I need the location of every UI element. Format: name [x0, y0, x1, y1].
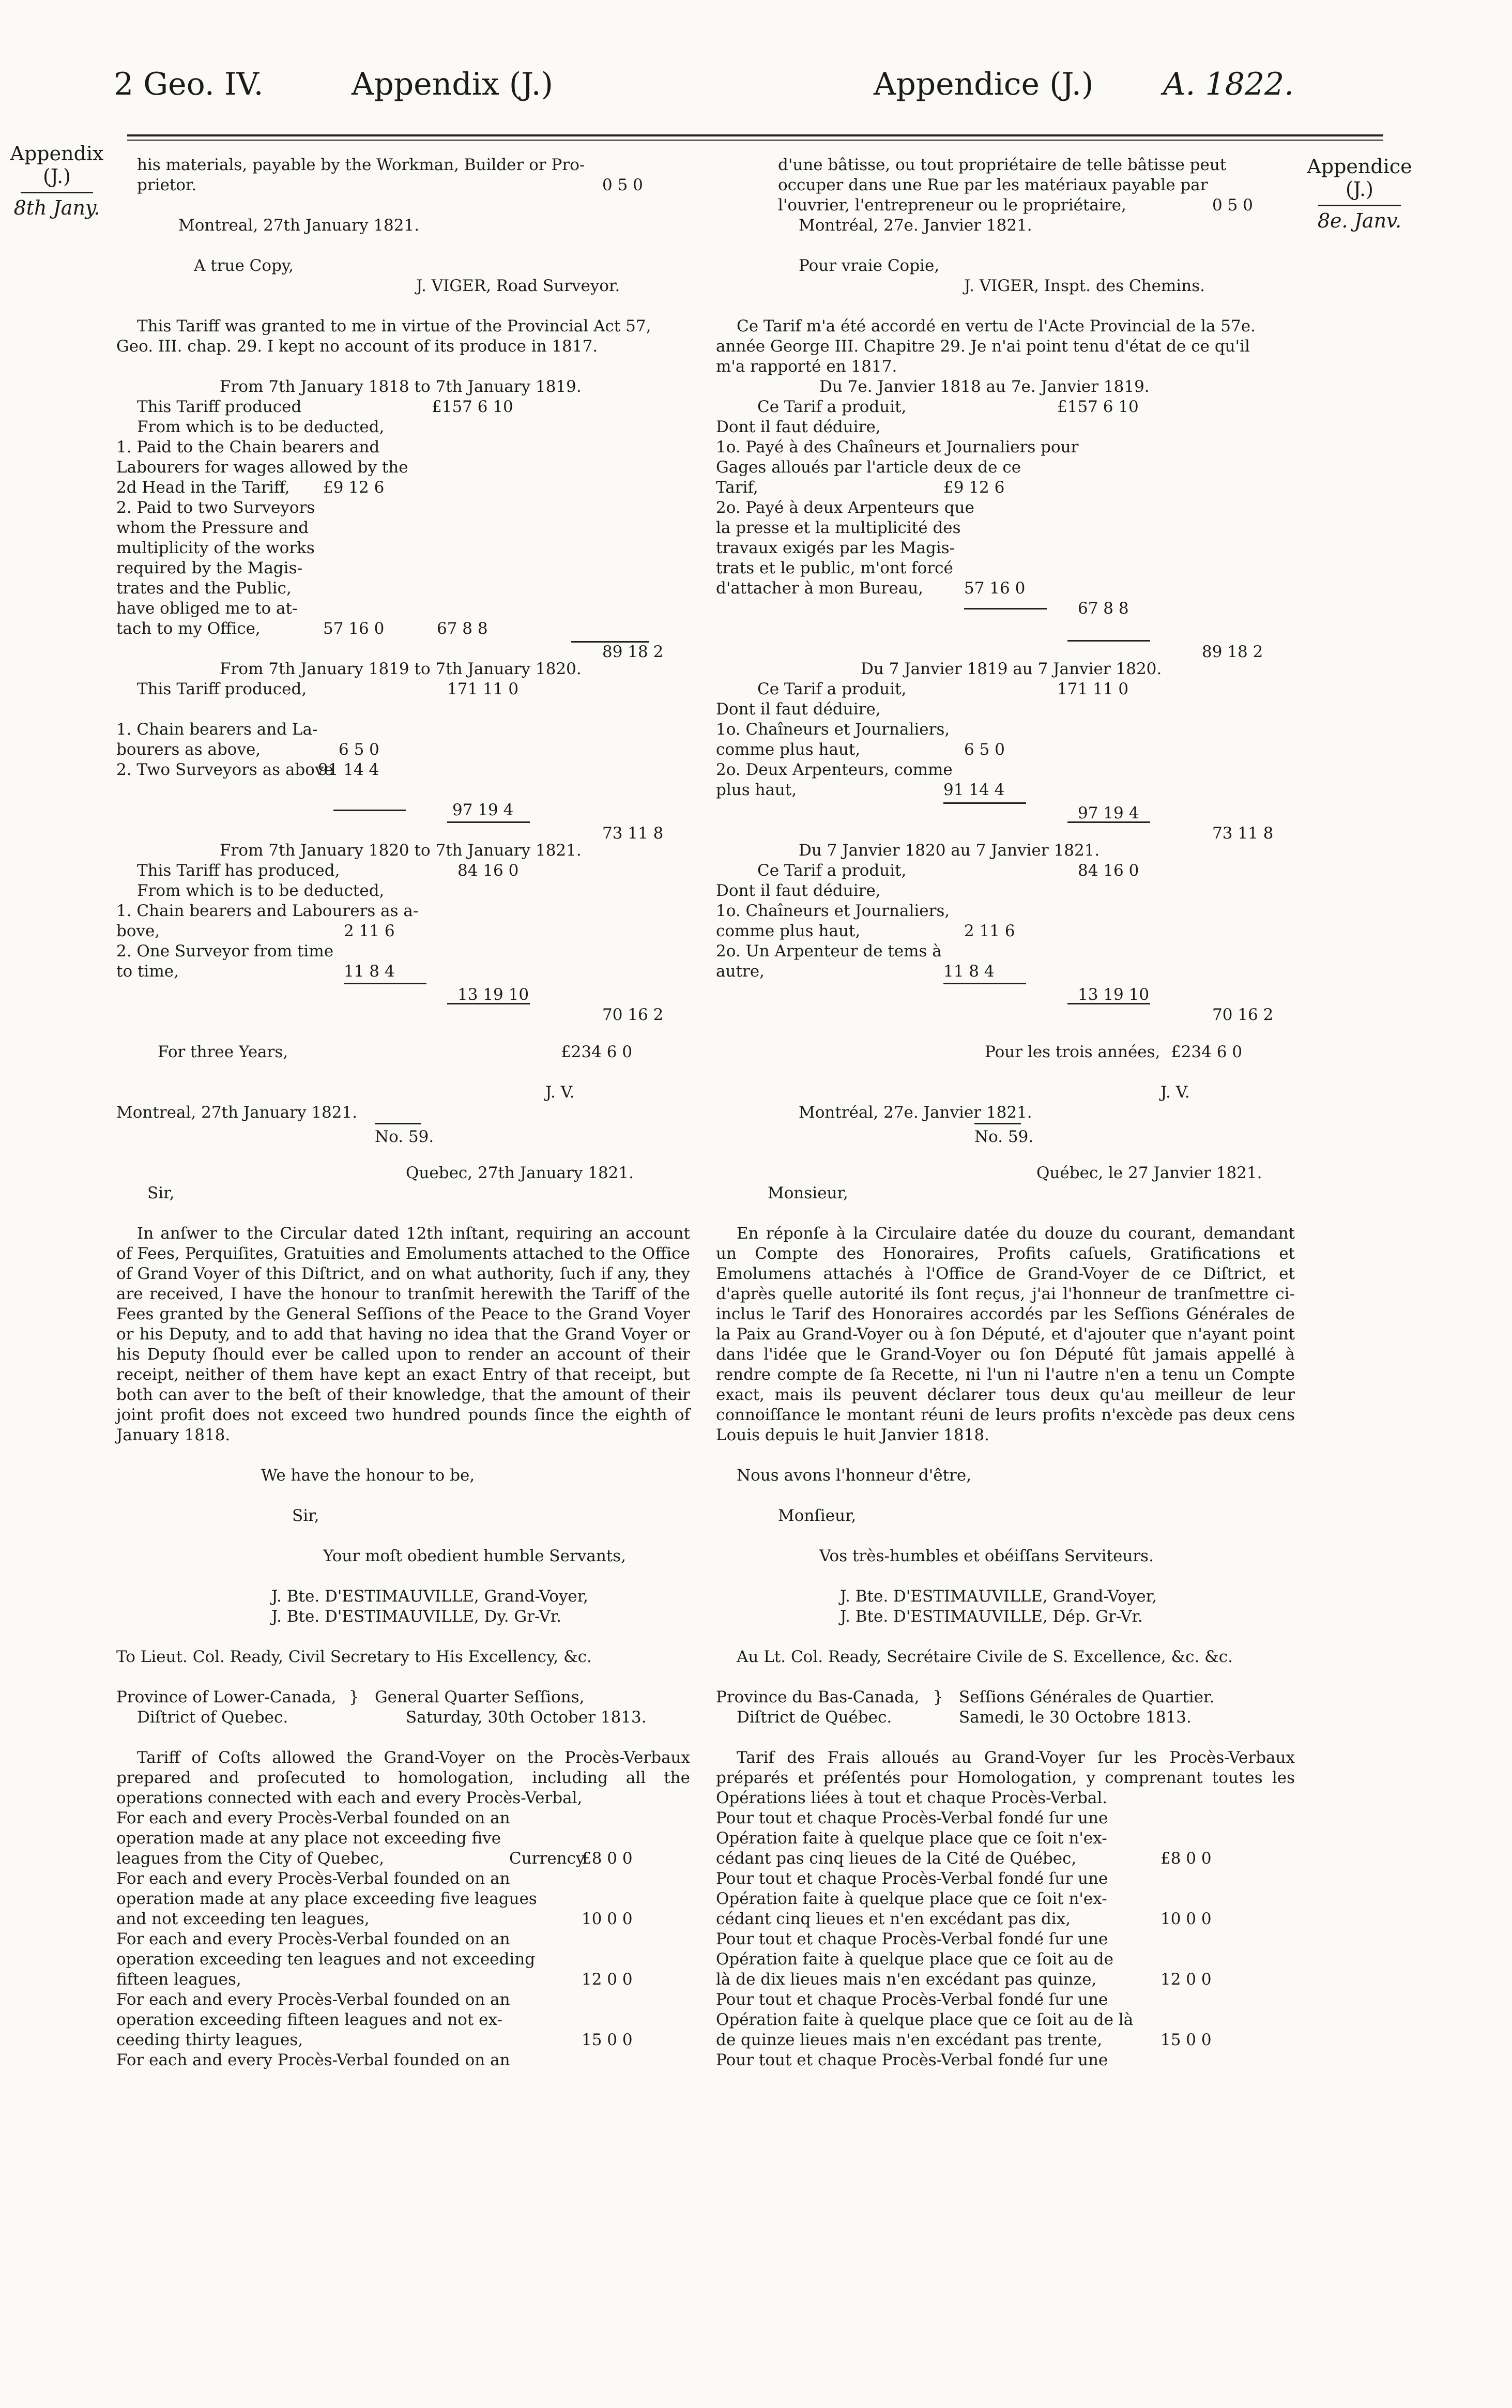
ledger-line: From which is to be deducted, [137, 881, 385, 900]
ledger-line: 2d Head in the Tariff, £9 12 6 [116, 478, 385, 497]
margin-left-line3: 8th Jany. [13, 196, 100, 219]
ledger-line: whom the Pressure and [116, 519, 309, 537]
header-reign: 2 Geo. IV. [114, 66, 264, 102]
fr-fee-item: Pour tout et chaque Procès-Verbal fondé ſur une Opération faite à quelque place que ce ſoit n'ex- cédant cinq lieues et n'en excédant pas dix, 10 0 0 [716, 1869, 1212, 1928]
margin-note-right [1303, 155, 1416, 232]
fr-signature: J. Bte. D'ESTIMAUVILLE, Dép. Gr-Vr. [840, 1607, 1143, 1626]
ledger-line: Ce Tarif a produit, £157 6 10 [757, 398, 1139, 416]
fr-period-2-net: 73 11 8 [716, 820, 1300, 841]
fr-period-1-net: 89 18 2 [716, 639, 1300, 659]
en-period-3: From 7th January 1820 to 7th January 1821. [220, 841, 582, 860]
ledger-line: Labourers for wages allowed by the [116, 458, 408, 477]
fr-province: Diſtrict de Québec. Samedi, le 30 Octobre 1813. [737, 1708, 1192, 1727]
en-letter-body: In anſwer to the Circular dated 12th inſtant, requiring an account of Fees, Perquiſites, Gratuities and Emoluments attached to the Office of Grand Voyer of this Diſtrict, and on what authority, ſuch if any, they are received, I have the honour to tranſmit herewith the Tariff of the Fees granted by the General Seſſions of the Peace to the Grand Voyer or his Deputy, and to add that having no idea that the Grand Voyer or his Deputy ſhould ever be called upon to render an account of their receipt, neither of them have kept an exact Entry of that receipt, but both can aver to the beſt of their knowledge, that the amount of their joint profit does not exceed two hundred pounds ſince the eighth of January 1818. [116, 1224, 690, 1444]
ledger-line: trats et le public, m'ont forcé [716, 559, 953, 577]
en-note-line: This Tariff was granted to me in virtue of the Provincial Act 57, [137, 317, 651, 336]
en-number: No. 59. [116, 1123, 695, 1143]
fr-note-line: année George III. Chapitre 29. Je n'ai point tenu d'état de ce qu'il [716, 337, 1250, 356]
ledger-line: Dont il faut déduire, [716, 418, 881, 436]
ledger-line: la presse et la multiplicité des [716, 519, 961, 537]
ledger-line: trates and the Public, [116, 579, 292, 598]
fr-signature: J. Bte. D'ESTIMAUVILLE, Grand-Voyer, [840, 1587, 1157, 1606]
ledger-line: Dont il faut déduire, [716, 700, 881, 719]
ledger-line: required by the Magis- [116, 559, 302, 577]
fr-top-line: occuper dans une Rue par les matériaux payable par [778, 176, 1208, 194]
ledger-line: From which is to be deducted, [137, 418, 385, 436]
fr-salutation: Monsieur, [768, 1184, 848, 1202]
en-three-years: For three Years, £234 6 0 [158, 1043, 633, 1061]
en-period-1: From 7th January 1818 to 7th January 1819. [220, 377, 582, 396]
margin-note-left [5, 142, 109, 219]
ledger-line: multiplicity of the works [116, 539, 315, 557]
fr-period-3-sub: 13 19 10 [716, 982, 1300, 1002]
en-tariff-intro: Tariff of Coſts allowed the Grand-Voyer on the Procès-Verbaux prepared and proſecuted to homologation, including all the operations connected with each and every Procès-Verbal, [116, 1748, 690, 1807]
en-addressee: To Lieut. Col. Ready, Civil Secretary to His Excellency, &c. [116, 1648, 592, 1666]
ledger-line: comme plus haut, 6 5 0 [716, 740, 1005, 759]
ledger-line: 1o. Chaîneurs et Journaliers, [716, 720, 950, 739]
en-closing: Your moſt obedient humble Servants, [323, 1547, 627, 1565]
fr-letter-body: En réponſe à la Circulaire datée du douze du courant, demandant un Compte des Honoraires, Profits caſuels, Gratifications et Emolumens attachés à l'Office de Grand-Voyer de ce Diſtrict, et d'après quelle autorité ils ſont reçus, j'ai l'honneur de tranſmettre ci-inclus le Tarif des Honoraires accordés par les Seſſions Générales de la Paix au Grand-Voyer ou à ſon Député, et d'ajouter que n'ayant point dans l'idée que le Grand-Voyer ou ſon Député fût jamais appellé à rendre compte de ſa Recette, ni l'un ni l'autre n'en a tenu un Compte exact, mais ils peuvent déclarer tous deux qu'au meilleur de leur connoiſſance le montant réuni de leurs profits n'excède pas deux cens Louis depuis le huit Janvier 1818. [716, 1224, 1295, 1444]
fr-fee-item: Pour tout et chaque Procès-Verbal fondé ſur une Opération faite à quelque place que ce ſoit au de là de quinze lieues mais n'en excédant pas trente, 15 0 0 [716, 1990, 1212, 2049]
fr-initials: J. V. [1160, 1083, 1190, 1102]
fr-tariff-intro: Tarif des Frais alloués au Grand-Voyer ſur les Procès-Verbaux préparés et préſentés pour Homologation, y comprenant toutes les Opérations liées à tout et chaque Procès-Verbal. [716, 1748, 1295, 1807]
ledger-line: 2. One Surveyor from time [116, 942, 334, 961]
margin-right-line1: Appendice [1307, 155, 1412, 178]
french-column [716, 155, 1300, 2070]
ledger-line: autre, 11 8 4 [716, 962, 995, 981]
ledger-line: plus haut, 91 14 4 [716, 781, 1005, 799]
en-fee-item: For each and every Procès-Verbal founded on an operation exceeding ten leagues and not exceeding fifteen leagues, 12 0 0 [116, 1930, 633, 1989]
en-fee-item: For each and every Procès-Verbal founded on an operation exceeding fifteen leagues and not ex- ceeding thirty leagues, 15 0 0 [116, 1990, 633, 2049]
ledger-line: Gages alloués par l'article deux de ce [716, 458, 1021, 477]
fr-place-date: Québec, le 27 Janvier 1821. [1036, 1164, 1262, 1182]
ledger-line: 2o. Payé à deux Arpenteurs que [716, 498, 974, 517]
ledger-line: 2. Two Surveyors as above 91 14 4 [116, 760, 379, 779]
en-closing: Sir, [292, 1506, 319, 1525]
en-period-3-net: 70 16 2 [116, 1002, 695, 1022]
header-rule-2 [127, 140, 1383, 141]
en-dateline-2: Montreal, 27th January 1821. [116, 1103, 358, 1122]
ledger-line: 2o. Un Arpenteur de tems à [716, 942, 942, 961]
fr-period-2: Du 7 Janvier 1819 au 7 Janvier 1820. [861, 660, 1162, 678]
en-signature: J. Bte. D'ESTIMAUVILLE, Grand-Voyer, [271, 1587, 589, 1606]
en-period-1-lines [116, 397, 695, 639]
ledger-line: 2. Paid to two Surveyors [116, 498, 315, 517]
en-fee-item: For each and every Procès-Verbal founded on an operation made at any place exceeding five leagues and not exceeding ten leagues, 10 0 0 [116, 1869, 633, 1928]
fr-three-years: Pour les trois années, £234 6 0 [985, 1043, 1243, 1061]
fr-dateline-2: Montréal, 27e. Janvier 1821. [799, 1103, 1032, 1122]
fr-period-2-sub: 97 19 4 [716, 800, 1300, 820]
margin-left-brace [21, 192, 93, 193]
ledger-line: 2o. Deux Arpenteurs, comme [716, 760, 953, 779]
ledger-line: This Tariff produced £157 6 10 [137, 398, 513, 416]
fr-addressee: Au Lt. Col. Ready, Secrétaire Civile de S. Excellence, &c. &c. [737, 1648, 1233, 1666]
header-title-en: Appendix (J.) [352, 66, 554, 102]
fr-number: No. 59. [716, 1123, 1300, 1143]
ledger-line: 1. Chain bearers and La- [116, 720, 318, 739]
fr-closing: Monſieur, [778, 1506, 857, 1525]
header-year: A. 1822. [1163, 66, 1294, 102]
ledger-line: bourers as above, 6 5 0 [116, 740, 379, 759]
margin-right-line3: 8e. Janv. [1317, 209, 1402, 232]
en-note-line: Geo. III. chap. 29. I kept no account of its produce in 1817. [116, 337, 598, 356]
fr-note-line: m'a rapporté en 1817. [716, 357, 897, 376]
margin-left-line2: (J.) [42, 165, 71, 188]
en-period-2: From 7th January 1819 to 7th January 1820. [220, 660, 582, 678]
ledger-line: 1o. Payé à des Chaîneurs et Journaliers pour [716, 438, 1079, 456]
ledger-line: have obliged me to at- [116, 599, 298, 618]
fr-top-line: l'ouvrier, l'entrepreneur ou le propriétaire, 0 5 0 [778, 196, 1253, 215]
en-period-2-sub: 97 19 4 [116, 800, 695, 820]
ledger-line: to time, 11 8 4 [116, 962, 395, 981]
en-signature: J. Bte. D'ESTIMAUVILLE, Dy. Gr-Vr. [271, 1607, 561, 1626]
ledger-line: Ce Tarif a produit, 171 11 0 [757, 680, 1129, 698]
en-fee-item: For each and every Procès-Verbal founded on an operation made at any place not exceeding five leagues from the City of Quebec, Currency £8 0 0 [116, 1809, 633, 1868]
ledger-line: 1. Chain bearers and Labourers as a- [116, 902, 419, 920]
ledger-line: This Tariff has produced, 84 16 0 [137, 861, 519, 880]
fr-province: Province du Bas-Canada, } Seſſions Générales de Quartier. [716, 1688, 1215, 1706]
header-rule [127, 134, 1383, 136]
en-period-2-net: 73 11 8 [116, 820, 695, 841]
en-place-date: Quebec, 27th January 1821. [406, 1164, 634, 1182]
fr-closing: Nous avons l'honneur d'être, [737, 1466, 972, 1485]
ledger-line: 1o. Chaîneurs et Journaliers, [716, 902, 950, 920]
en-period-3-sub: 13 19 10 [116, 982, 695, 1002]
ledger-line: Ce Tarif a produit, 84 16 0 [757, 861, 1139, 880]
en-initials: J. V. [545, 1083, 575, 1102]
fr-fee-item: Pour tout et chaque Procès-Verbal fondé ſur une Opération faite à quelque place que ce ſoit au de là de dix lieues mais n'en excédant pas quinze, 12 0 0 [716, 1930, 1212, 1989]
en-top-line: his materials, payable by the Workman, Builder or Pro- [137, 156, 585, 174]
fr-last-line: Pour tout et chaque Procès-Verbal fondé ſur une [716, 2051, 1108, 2069]
en-period-2-produced: This Tariff produced, 171 11 0 [137, 680, 519, 698]
ledger-line: d'attacher à mon Bureau, 57 16 0 [716, 579, 1026, 598]
fr-signer: J. VIGER, Inspt. des Chemins. [964, 277, 1205, 295]
fr-fee-item: Pour tout et chaque Procès-Verbal fondé ſur une Opération faite à quelque place que ce ſoit n'ex- cédant pas cinq lieues de la Cité de Québec, £8 0 0 [716, 1809, 1212, 1868]
fr-top-line: d'une bâtisse, ou tout propriétaire de telle bâtisse peut [778, 156, 1227, 174]
en-closing: We have the honour to be, [261, 1466, 475, 1485]
en-salutation: Sir, [147, 1184, 175, 1202]
ledger-line: Tarif, £9 12 6 [716, 478, 1005, 497]
fr-period-1: Du 7e. Janvier 1818 au 7e. Janvier 1819. [819, 377, 1150, 396]
margin-left-line1: Appendix [10, 142, 104, 165]
ledger-line: travaux exigés par les Magis- [716, 539, 955, 557]
header-title-fr: Appendice (J.) [874, 66, 1094, 102]
fr-true-copy: Pour vraie Copie, [799, 256, 940, 275]
en-province: Province of Lower-Canada, } General Quarter Seſſions, [116, 1688, 585, 1706]
ledger-line: bove, 2 11 6 [116, 922, 395, 940]
en-dateline: Montreal, 27th January 1821. [178, 216, 420, 235]
en-true-copy: A true Copy, [194, 256, 294, 275]
margin-right-brace [1318, 205, 1401, 206]
ledger-line: comme plus haut, 2 11 6 [716, 922, 1015, 940]
ledger-line: tach to my Office, 57 16 0 67 8 8 [116, 619, 488, 638]
margin-right-line2: (J.) [1345, 178, 1373, 201]
en-province: Diſtrict of Quebec. Saturday, 30th October 1813. [137, 1708, 647, 1727]
en-period-1-net: 89 18 2 [116, 639, 695, 659]
en-signer: J. VIGER, Road Surveyor. [416, 277, 620, 295]
fr-period-3: Du 7 Janvier 1820 au 7 Janvier 1821. [799, 841, 1100, 860]
fr-period-3-net: 70 16 2 [716, 1002, 1300, 1022]
fr-period-1-sub: 67 8 8 [716, 599, 1300, 619]
fr-note-line: Ce Tarif m'a été accordé en vertu de l'Acte Provincial de la 57e. [737, 317, 1256, 336]
ledger-line: Dont il faut déduire, [716, 881, 881, 900]
ledger-line: 1. Paid to the Chain bearers and [116, 438, 380, 456]
english-column [116, 155, 695, 2070]
fr-dateline: Montréal, 27e. Janvier 1821. [799, 216, 1032, 235]
en-last-line: For each and every Procès-Verbal founded on an [116, 2051, 510, 2069]
fr-closing: Vos très-humbles et obéiſſans Serviteurs. [819, 1547, 1154, 1565]
en-top-line: prietor. 0 5 0 [137, 176, 643, 194]
